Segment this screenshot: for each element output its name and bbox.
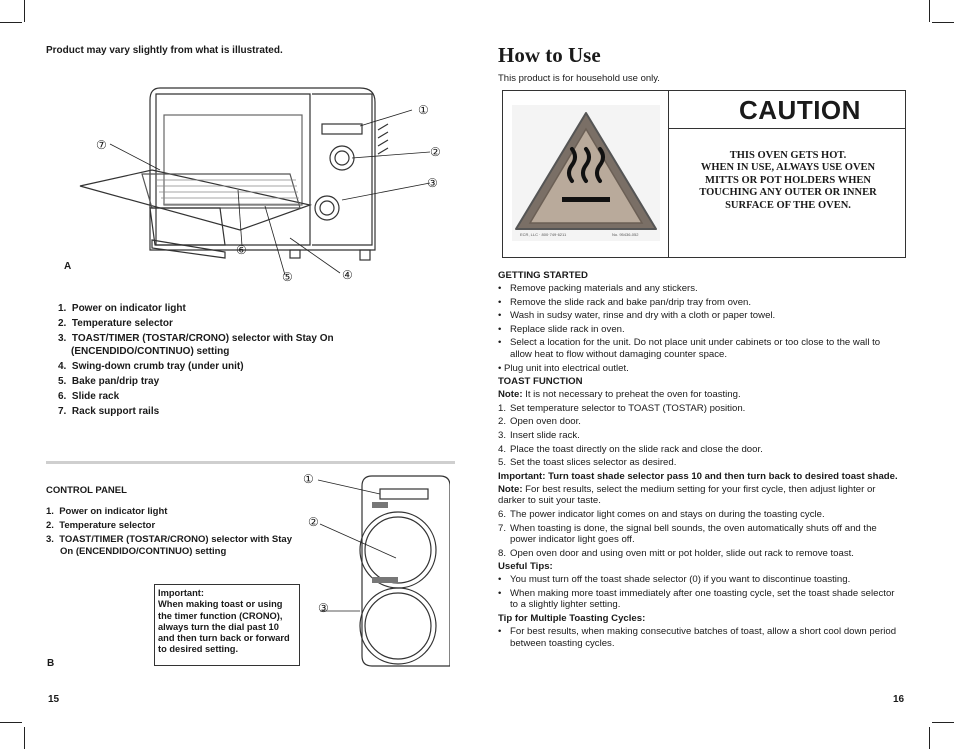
control-panel-list xyxy=(46,506,296,560)
hot-surface-icon xyxy=(512,105,660,241)
crop-mark xyxy=(24,727,25,749)
callout-5: ⑤ xyxy=(282,270,293,284)
sign-caption-left: ECR, LLC · 800·749·6211 xyxy=(520,232,567,237)
list-item: 6. Slide rack xyxy=(58,391,120,402)
callout-1: ① xyxy=(418,103,429,117)
list-item: • You must turn off the toast shade selector (0) if you want to discontinue toasting. xyxy=(498,574,851,586)
crop-mark xyxy=(24,0,25,22)
callout-3: ③ xyxy=(318,601,329,615)
disclaimer: Product may vary slightly from what is illustrated. xyxy=(46,45,283,56)
list-item: 2. Open oven door. xyxy=(498,416,581,428)
caution-word: CAUTION xyxy=(739,95,861,125)
list-item: • For best results, when making consecutive batches of toast, allow a short cool down period between toasting cycles. xyxy=(498,626,897,649)
control-panel-illustration xyxy=(300,468,450,678)
toaster-oven-illustration xyxy=(60,80,440,280)
parts-list xyxy=(58,302,358,420)
list-item: • Select a location for the unit. Do not place unit under cabinets or too close to the wall to allow heat to flow without damaging counter space. xyxy=(498,337,881,360)
list-item: • Replace slide rack in oven. xyxy=(498,323,625,335)
crop-mark xyxy=(932,722,954,723)
caution-divider-h xyxy=(668,128,905,129)
page-number: 15 xyxy=(48,694,60,705)
hot-surface-sign xyxy=(512,105,660,241)
sign-caption-right: No. 95436-052 xyxy=(612,232,639,237)
crop-mark xyxy=(929,0,930,22)
page-title: How to Use xyxy=(498,43,601,67)
figure-a-label: A xyxy=(64,261,72,272)
list-item: 7. Rack support rails xyxy=(58,406,160,417)
useful-tips-heading: Useful Tips: xyxy=(498,561,553,573)
figure-b-label: B xyxy=(47,658,55,669)
list-item: 5. Set the toast slices selector as desired. xyxy=(498,457,677,469)
household-note: This product is for household use only. xyxy=(498,73,660,84)
page-number: 16 xyxy=(893,694,905,705)
getting-started-heading: GETTING STARTED xyxy=(498,270,588,281)
callout-6: ⑥ xyxy=(236,243,247,257)
list-item: 2. Temperature selector xyxy=(58,318,173,329)
list-item: 3. TOAST/TIMER (TOSTAR/CRONO) selector with Stay On (ENCENDIDO/CONTINUO) setting xyxy=(58,333,334,357)
list-item: 3. TOAST/TIMER (TOSTAR/CRONO) selector with Stay On (ENCENDIDO/CONTINUO) setting xyxy=(46,534,292,557)
crop-mark xyxy=(929,727,930,749)
list-item: 7. When toasting is done, the signal bell sounds, the oven automatically shuts off and the power indicator light goes off. xyxy=(498,522,877,546)
important-box: Important: When making toast or using the timer function (CRONO), always turn the dial past 10 and then turn back or forward to desired setting. xyxy=(154,584,300,666)
toast-heading: TOAST FUNCTION xyxy=(498,376,583,388)
list-item: 1. Power on indicator light xyxy=(46,506,168,517)
crop-mark xyxy=(0,22,22,23)
multi-tip-heading: Tip for Multiple Toasting Cycles: xyxy=(498,613,646,625)
callout-4: ④ xyxy=(342,268,353,282)
instructions xyxy=(498,270,903,651)
list-item: 8. Open oven door and using oven mitt or pot holder, slide out rack to remove toast. xyxy=(498,547,854,559)
control-panel-heading: CONTROL PANEL xyxy=(46,485,127,496)
callout-3: ③ xyxy=(427,176,438,190)
list-item: 2. Temperature selector xyxy=(46,520,156,531)
toast-important: Important: Turn toast shade selector pass 10 and then turn back to desired toast shade. xyxy=(498,470,898,482)
list-item: • Remove packing materials and any stickers. xyxy=(498,283,698,294)
caution-text: THIS OVEN GETS HOT. WHEN IN USE, ALWAYS USE OVEN MITTS OR POT HOLDERS WHEN TOUCHING ANY OUTER OR INNER SURFACE OF THE OVEN. xyxy=(699,150,877,211)
list-item: 5. Bake pan/drip tray xyxy=(58,376,160,387)
list-item: 6. The power indicator light comes on and stays on during the toasting cycle. xyxy=(498,508,825,520)
callout-2: ② xyxy=(308,515,319,529)
callout-2: ② xyxy=(430,145,441,159)
crop-mark xyxy=(932,22,954,23)
toast-note-2: Note: For best results, select the medium setting for your first cycle, then adjust lighter or darker to suit your taste. xyxy=(498,483,876,507)
list-item: 4. Place the toast directly on the slide rack and close the door. xyxy=(498,443,763,455)
section-divider xyxy=(46,461,455,464)
list-item: 1. Power on indicator light xyxy=(58,303,186,314)
caution-divider-v xyxy=(668,91,669,257)
toast-note: Note: It is not necessary to preheat the oven for toasting. xyxy=(498,389,741,401)
list-item: 1. Set temperature selector to TOAST (TOSTAR) position. xyxy=(498,402,746,414)
list-item: • Wash in sudsy water, rinse and dry with a cloth or paper towel. xyxy=(498,310,776,322)
callout-7: ⑦ xyxy=(96,138,107,152)
callout-1: ① xyxy=(303,472,314,486)
plug-item: • Plug unit into electrical outlet. xyxy=(498,362,629,374)
list-item: 4. Swing-down crumb tray (under unit) xyxy=(58,361,244,372)
crop-mark xyxy=(0,722,22,723)
list-item: • Remove the slide rack and bake pan/drip tray from oven. xyxy=(498,296,752,308)
list-item: • When making more toast immediately after one toasting cycle, set the toast shade selector to a slightly lighter setting. xyxy=(498,587,895,611)
list-item: 3. Insert slide rack. xyxy=(498,429,580,441)
caution-box xyxy=(502,90,906,258)
